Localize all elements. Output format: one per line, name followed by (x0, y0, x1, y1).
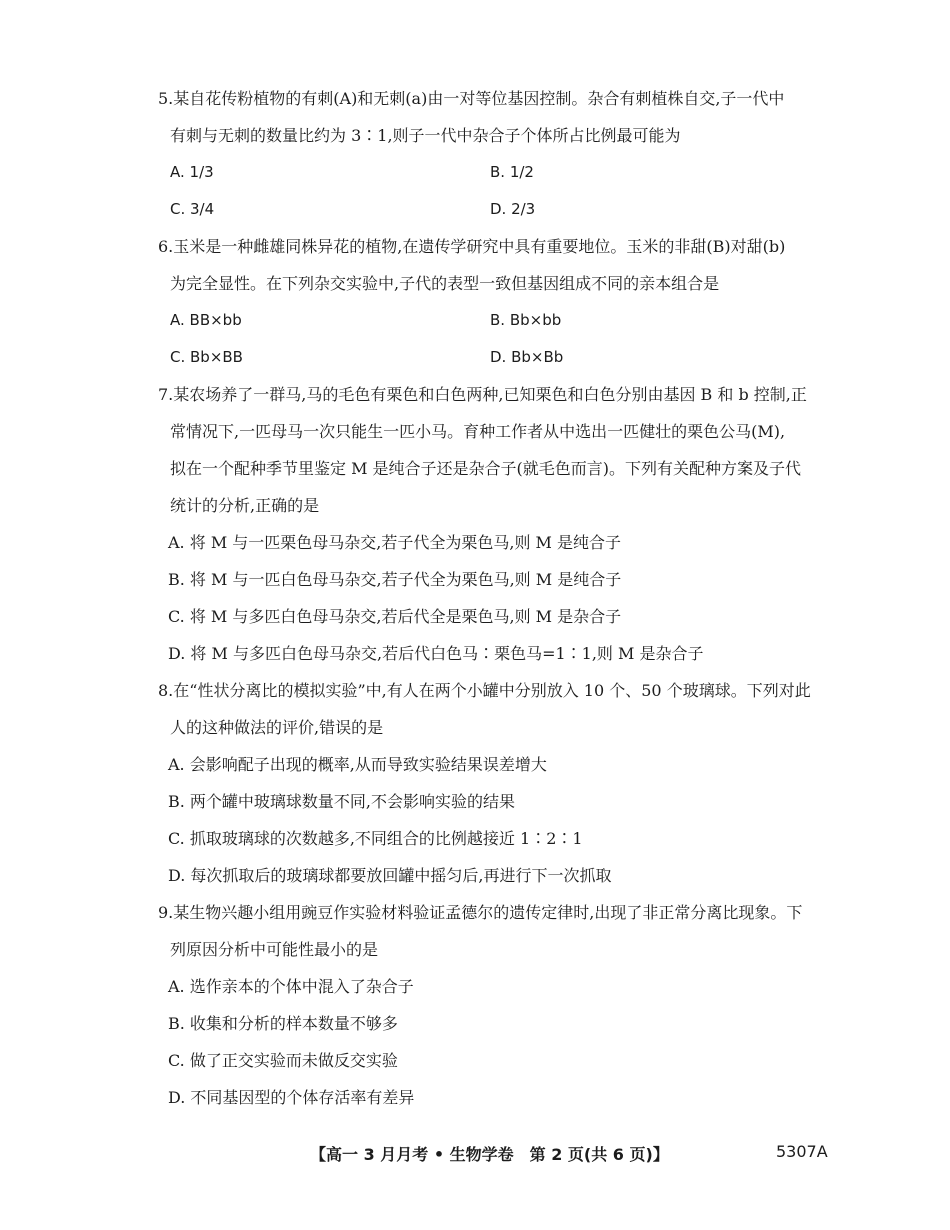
question-8-line-2: 人的这种做法的评价,错误的是 (170, 718, 384, 737)
question-7-line-2: 常情况下,一匹母马一次只能生一匹小马。育种工作者从中选出一匹健壮的栗色公马(M), (170, 422, 786, 441)
question-6-options (158, 302, 828, 376)
question-9-option-b: B. 收集和分析的样本数量不够多 (168, 1014, 398, 1033)
footer-paper-code: 5307A (776, 1142, 828, 1161)
question-list (158, 80, 828, 1116)
question-8-option-d: D. 每次抓取后的玻璃球都要放回罐中摇匀后,再进行下一次抓取 (168, 866, 612, 885)
question-7-option-a: A. 将 M 与一匹栗色母马杂交,若子代全为栗色马,则 M 是纯合子 (168, 533, 622, 552)
question-6-option-a: A. BB×bb (170, 311, 242, 329)
question-7-option-d: D. 将 M 与多匹白色母马杂交,若后代白色马∶栗色马=1∶1,则 M 是杂合子 (168, 644, 704, 663)
question-7-options (158, 524, 828, 672)
question-9-line-2: 列原因分析中可能性最小的是 (170, 940, 379, 959)
question-5 (158, 80, 828, 228)
question-6-line-2: 为完全显性。在下列杂交实验中,子代的表型一致但基因组成不同的亲本组合是 (170, 274, 720, 293)
question-7-option-c: C. 将 M 与多匹白色母马杂交,若后代全是栗色马,则 M 是杂合子 (168, 607, 622, 626)
question-8-options (158, 746, 828, 894)
question-9-line-1: 9.某生物兴趣小组用豌豆作实验材料验证孟德尔的遗传定律时,出现了非正常分离比现象。下 (158, 903, 803, 922)
question-7-line-3: 拟在一个配种季节里鉴定 M 是纯合子还是杂合子(就毛色而言)。下列有关配种方案及子代 (170, 459, 802, 478)
question-7-line-1: 7.某农场养了一群马,马的毛色有栗色和白色两种,已知栗色和白色分别由基因 B 和 b 控制,正 (158, 385, 807, 404)
question-5-option-a: A. 1/3 (170, 163, 214, 181)
question-7-option-b: B. 将 M 与一匹白色母马杂交,若子代全为栗色马,则 M 是纯合子 (168, 570, 622, 589)
question-6 (158, 228, 828, 376)
question-5-line-1: 5.某自花传粉植物的有刺(A)和无刺(a)由一对等位基因控制。杂合有刺植株自交,子一代中 (158, 89, 785, 108)
question-9-option-a: A. 选作亲本的个体中混入了杂合子 (168, 977, 414, 996)
question-5-option-c: C. 3/4 (170, 200, 215, 218)
question-5-line-2: 有刺与无刺的数量比约为 3∶1,则子一代中杂合子个体所占比例最可能为 (170, 126, 681, 145)
question-8-option-b: B. 两个罐中玻璃球数量不同,不会影响实验的结果 (168, 792, 516, 811)
question-6-option-c: C. Bb×BB (170, 348, 243, 366)
question-6-option-b: B. Bb×bb (490, 311, 562, 329)
question-9-options (158, 968, 828, 1116)
question-5-options (158, 154, 828, 228)
question-9-option-c: C. 做了正交实验而未做反交实验 (168, 1051, 398, 1070)
question-7 (158, 376, 828, 672)
question-8-option-a: A. 会影响配子出现的概率,从而导致实验结果误差增大 (168, 755, 547, 774)
question-8 (158, 672, 828, 894)
question-8-line-1: 8.在“性状分离比的模拟实验”中,有人在两个小罐中分别放入 10 个、50 个玻璃球。下列对此 (158, 681, 811, 700)
question-6-option-d: D. Bb×Bb (490, 348, 564, 366)
page-footer (0, 1138, 950, 1168)
question-9 (158, 894, 828, 1116)
question-8-option-c: C. 抓取玻璃球的次数越多,不同组合的比例越接近 1∶2∶1 (168, 829, 583, 848)
footer-title: 【高一 3 月月考 • 生物学卷 第 2 页(共 6 页)】 (310, 1145, 669, 1164)
question-5-option-d: D. 2/3 (490, 200, 536, 218)
question-6-line-1: 6.玉米是一种雌雄同株异花的植物,在遗传学研究中具有重要地位。玉米的非甜(B)对甜(b) (158, 237, 786, 256)
question-5-option-b: B. 1/2 (490, 163, 534, 181)
question-7-line-4: 统计的分析,正确的是 (170, 496, 320, 515)
question-9-option-d: D. 不同基因型的个体存活率有差异 (168, 1088, 415, 1107)
